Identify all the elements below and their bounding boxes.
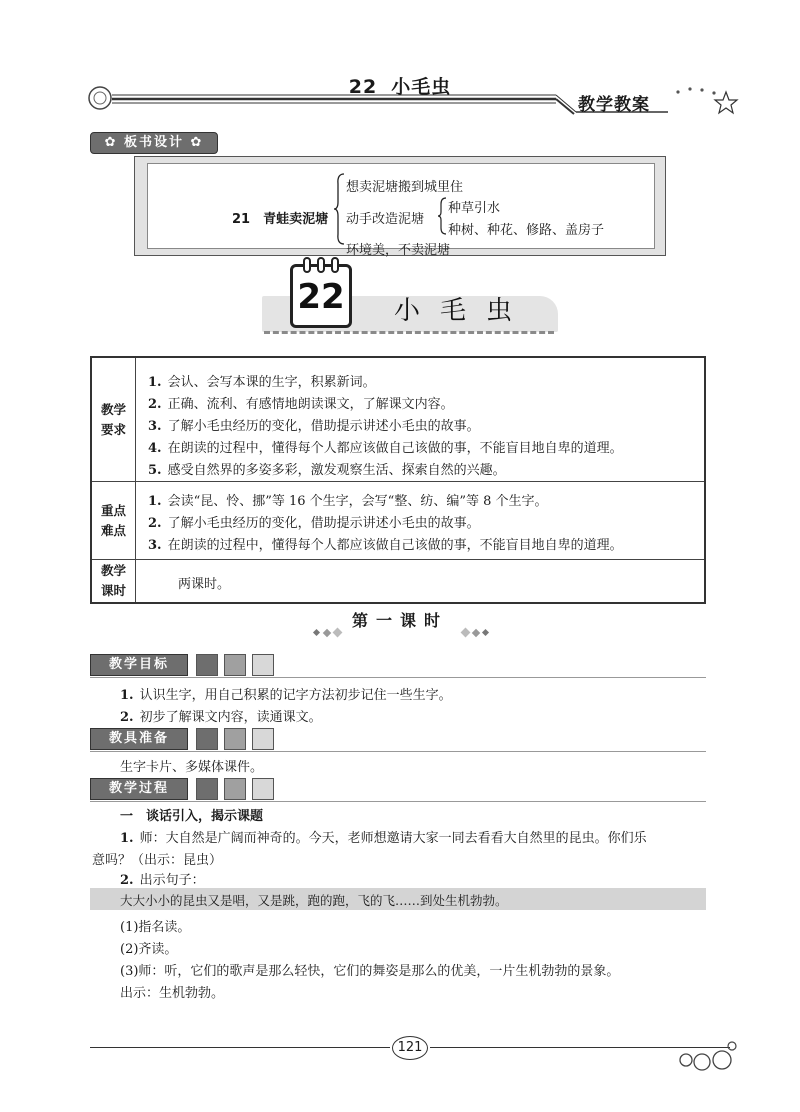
section-square bbox=[196, 654, 218, 676]
table-row-head: 教学 要求 bbox=[92, 358, 136, 481]
list-item: 4. 在朗读的过程中，懂得每个人都应该做自己该做的事，不能盲目地自卑的道理。 bbox=[148, 441, 623, 456]
table-row-head: 教学 课时 bbox=[92, 560, 136, 602]
period-title: 第一课时 bbox=[351, 611, 448, 630]
page-number: 121 bbox=[392, 1036, 428, 1060]
list-item: 3. 了解小毛虫经历的变化，借助提示讲述小毛虫的故事。 bbox=[148, 419, 480, 434]
section-square bbox=[224, 654, 246, 676]
section-square bbox=[252, 778, 274, 800]
section-square bbox=[224, 778, 246, 800]
section-square bbox=[252, 728, 274, 750]
footer-rule-left bbox=[90, 1047, 390, 1048]
footer-bubbles-decoration bbox=[676, 1040, 746, 1076]
calendar-ring-icon bbox=[303, 257, 311, 273]
quote-text: 大大小小的昆虫又是唱，又是跳，跑的跑，飞的飞……到处生机勃勃。 bbox=[120, 893, 508, 908]
table-row-hours bbox=[92, 560, 704, 602]
blackboard-sub-branch-1: 种草引水 bbox=[448, 201, 501, 216]
list-item: 5. 感受自然界的多姿多彩，激发观察生活、探索自然的兴趣。 bbox=[148, 463, 506, 478]
section-square bbox=[252, 654, 274, 676]
objectives-table bbox=[90, 356, 706, 604]
list-item: 2. 了解小毛虫经历的变化，借助提示讲述小毛虫的故事。 bbox=[148, 516, 480, 531]
table-row-head: 重点 难点 bbox=[92, 482, 136, 559]
list-item: 2. 正确、流利、有感情地朗读课文，了解课文内容。 bbox=[148, 397, 454, 412]
list-item: 1. 会读“昆、怜、挪”等 16 个生字，会写“整、纺、编”等 8 个生字。 bbox=[148, 494, 548, 509]
blackboard-inner-panel bbox=[147, 163, 655, 258]
step-2: 2. 出示句子： bbox=[120, 873, 205, 888]
section-divider bbox=[90, 801, 706, 802]
step-1-line-1: 1. 师：大自然是广阔而神奇的。今天，老师想邀请大家一同去看看大自然里的昆虫。你们乐 bbox=[120, 831, 647, 846]
calendar-icon bbox=[290, 264, 352, 328]
sub-item: (2)齐读。 bbox=[120, 942, 178, 957]
table-row-key-points bbox=[92, 482, 704, 560]
star-icon bbox=[715, 92, 737, 113]
blackboard-brace-sub bbox=[438, 196, 448, 236]
blackboard-brace-main bbox=[334, 172, 346, 246]
section-label-goals: 教学目标 bbox=[90, 654, 188, 676]
quote-box bbox=[90, 888, 706, 910]
lesson-banner-title: 小毛虫 bbox=[394, 296, 533, 326]
calendar-ring-icon bbox=[317, 257, 325, 273]
tools-text: 生字卡片、多媒体课件。 bbox=[120, 760, 264, 775]
lesson-banner-number: 22 bbox=[297, 277, 345, 317]
header-lesson-number: 22 bbox=[348, 76, 378, 98]
section-square bbox=[224, 728, 246, 750]
sub-item: (1)指名读。 bbox=[120, 920, 191, 935]
list-item: 1. 会认、会写本课的生字，积累新词。 bbox=[148, 375, 376, 390]
section-divider bbox=[90, 751, 706, 752]
section-divider bbox=[90, 677, 706, 678]
table-row-requirements bbox=[92, 358, 704, 482]
book-label: 教学教案 bbox=[578, 95, 650, 115]
blackboard-branch-3: 环境美，不卖泥塘 bbox=[346, 243, 451, 258]
step-1-line-2: 意吗？（出示：昆虫） bbox=[92, 853, 223, 868]
blackboard-design-box bbox=[134, 156, 666, 256]
blackboard-lesson-title: 21 青蛙卖泥塘 bbox=[232, 212, 329, 227]
blackboard-branch-2: 动手改造泥塘 bbox=[346, 212, 425, 227]
section-label-process: 教学过程 bbox=[90, 778, 188, 800]
list-item: 两课时。 bbox=[178, 577, 231, 592]
section-square bbox=[196, 778, 218, 800]
show-text: 出示：生机勃勃。 bbox=[120, 986, 225, 1001]
section-label-tools: 教具准备 bbox=[90, 728, 188, 750]
calendar-ring-icon bbox=[331, 257, 339, 273]
goal-item: 1. 认识生字，用自己积累的记字方法初步记住一些生字。 bbox=[120, 688, 452, 703]
blackboard-design-label: ✿ 板书设计 ✿ bbox=[90, 132, 218, 154]
header-lesson-title: 小毛虫 bbox=[391, 76, 452, 98]
blackboard-sub-branch-2: 种树、种花、修路、盖房子 bbox=[448, 223, 605, 238]
goal-item: 2. 初步了解课文内容，读通课文。 bbox=[120, 710, 322, 725]
step-title: 一 谈话引入，揭示课题 bbox=[120, 809, 264, 824]
blackboard-branch-1: 想卖泥塘搬到城里住 bbox=[346, 180, 464, 195]
sub-item: (3)师：听，它们的歌声是那么轻快，它们的舞姿是那么的优美，一片生机勃勃的景象。 bbox=[120, 964, 620, 979]
list-item: 3. 在朗读的过程中，懂得每个人都应该做自己该做的事，不能盲目地自卑的道理。 bbox=[148, 538, 623, 553]
lesson-banner-dashes bbox=[264, 331, 554, 334]
section-square bbox=[196, 728, 218, 750]
